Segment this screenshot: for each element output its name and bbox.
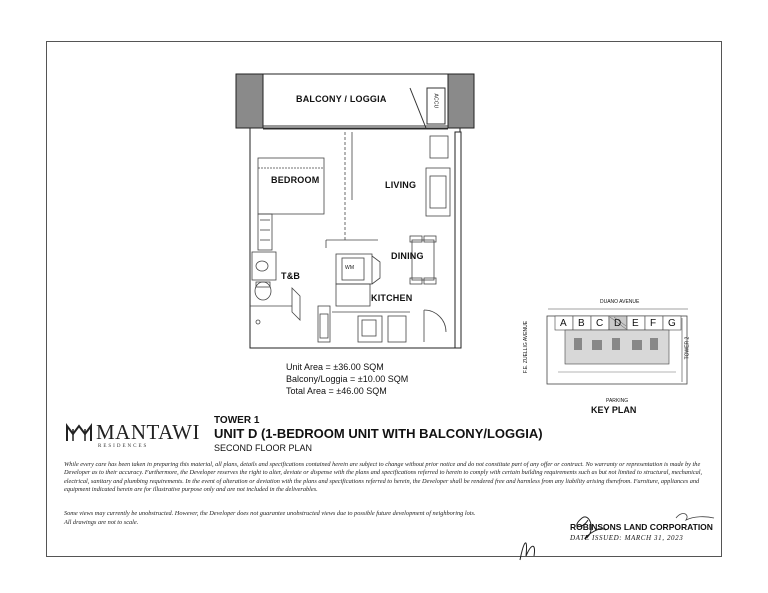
disclaimer-scale: All drawings are not to scale. <box>64 519 139 526</box>
brand-logo <box>66 420 200 449</box>
balcony-area: Balcony/Loggia = ±10.00 SQM <box>286 374 409 384</box>
balcony-label: BALCONY / LOGGIA <box>296 94 387 104</box>
tower-title: TOWER 1 <box>214 415 260 426</box>
key-road-top: DUANO AVENUE <box>600 299 640 305</box>
bedroom-label: BEDROOM <box>271 175 320 185</box>
tb-label: T&B <box>281 271 301 281</box>
key-unit-d: D <box>614 318 622 329</box>
kitchen-label: KITCHEN <box>371 293 413 303</box>
floor-title: SECOND FLOOR PLAN <box>214 443 313 453</box>
unit-area: Unit Area = ±36.00 SQM <box>286 362 384 372</box>
key-plan-title: KEY PLAN <box>591 405 637 415</box>
brand-name: MANTAWI <box>96 420 200 444</box>
key-unit-a: A <box>560 318 567 329</box>
key-unit-c: C <box>596 318 604 329</box>
unit-title: UNIT D (1-BEDROOM UNIT WITH BALCONY/LOGGIA) <box>214 426 543 441</box>
key-unit-e: E <box>632 318 639 329</box>
wm-label: WM <box>345 265 355 271</box>
key-unit-b: B <box>578 318 585 329</box>
disclaimer-main: While every care has been taken in preparing this material, all plans, details and specifications contained herein are subject to change without prior notice and do not constitute part of any offer or contract. No warranty or representation is made by the Developer as to their accuracy. Furthermore, the Developer reserves the right to alter, deviate or dispense with the plans and specifications referred to herein to comply with certain building requirements such as but not limited to structural, mechanical, electrical, sanitary and plumbing requirements. In the event of alteration or deviation with the plans and specifications referred to herein, the Developer shall be rendered free and harmless from any liability arising therefrom. Furniture, appliances and equipment indicated herein are for illustrative purpose only and are not included in the deliverables. <box>64 461 703 494</box>
key-unit-g: G <box>668 318 676 329</box>
date-issued: DATE ISSUED: MARCH 31, 2023 <box>570 534 684 542</box>
brand-sub: RESIDENCES <box>98 444 149 449</box>
key-road-left: F.E. ZUELLIG AVENUE <box>523 320 530 374</box>
key-unit-f: F <box>650 318 657 329</box>
key-parking: PARKING <box>606 398 629 404</box>
disclaimer-views: Some views may currently be unobstructed. However, the Developer does not guarantee unobstructed views due to possible future development of neighboring lots. <box>64 510 476 517</box>
corporation-name: ROBINSONS LAND CORPORATION <box>570 522 713 532</box>
accu-label: ACCU <box>432 93 439 109</box>
living-label: LIVING <box>385 180 417 190</box>
mantawi-logo-icon <box>66 423 92 443</box>
total-area: Total Area = ±46.00 SQM <box>286 386 387 396</box>
key-tower2: TOWER 2 <box>684 336 691 360</box>
dining-label: DINING <box>391 251 424 261</box>
